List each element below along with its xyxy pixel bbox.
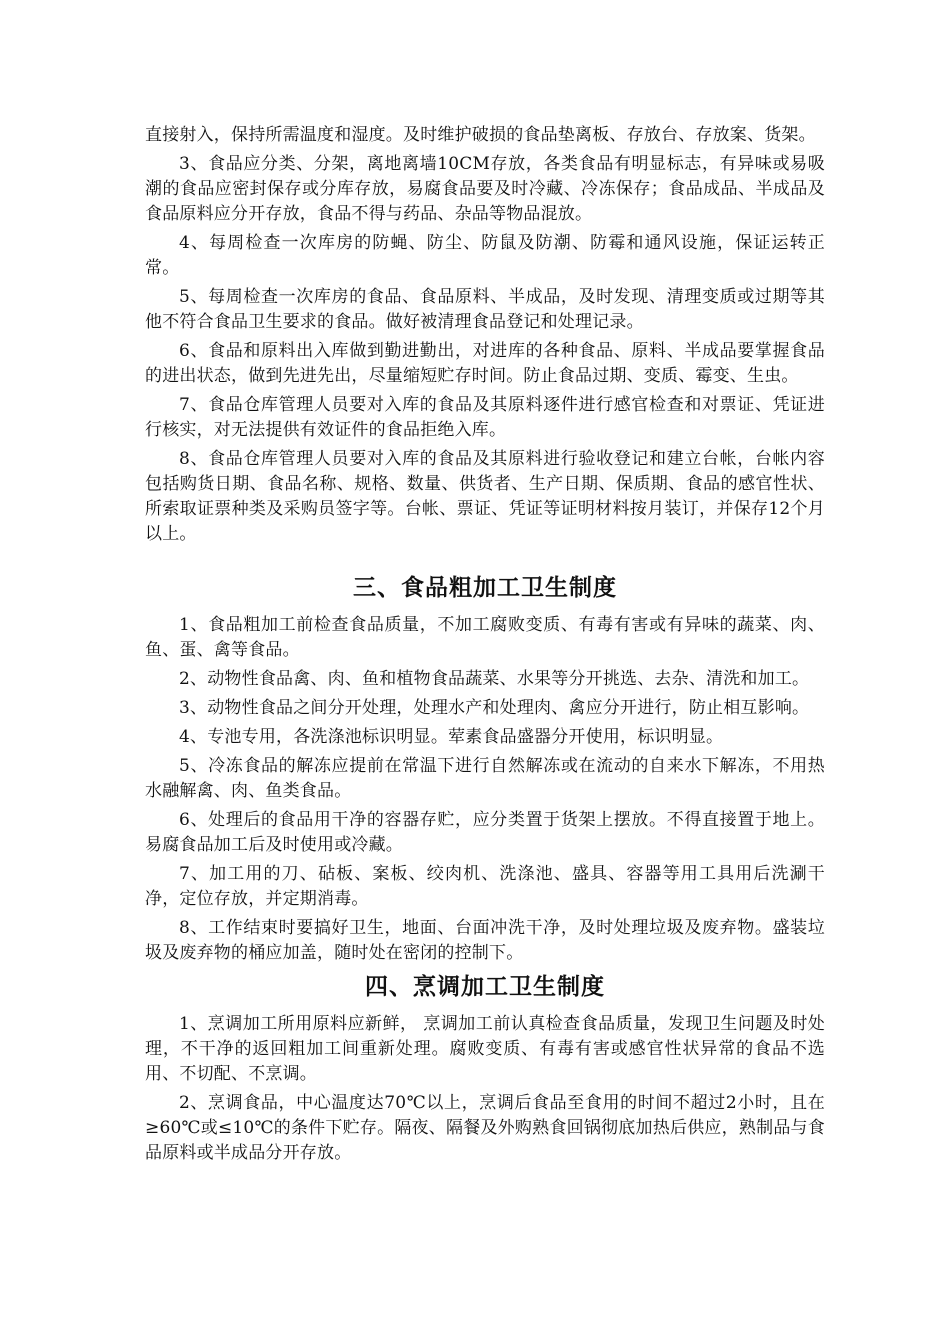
paragraph-storage-4: 4、每周检查一次库房的防蝇、防尘、防鼠及防潮、防霉和通风设施，保证运转正常。 xyxy=(145,233,825,278)
paragraph-rough-7: 7、加工用的刀、砧板、案板、绞肉机、洗涤池、盛具、容器等用工具用后洗涮干净，定位存放，并定期消毒。 xyxy=(145,864,825,909)
paragraph-storage-7: 7、食品仓库管理人员要对入库的食品及其原料逐件进行感官检查和对票证、凭证进行核实，对无法提供有效证件的食品拒绝入库。 xyxy=(145,395,825,440)
section-rough-processing xyxy=(145,613,825,966)
paragraph-rough-5: 5、冷冻食品的解冻应提前在常温下进行自然解冻或在流动的自来水下解冻，不用热水融解禽、肉、鱼类食品。 xyxy=(145,756,825,801)
paragraph-storage-3: 3、食品应分类、分架，离地离墙10CM存放，各类食品有明显标志，有异味或易吸潮的食品应密封保存或分库存放，易腐食品要及时冷藏、冷冻保存；食品成品、半成品及食品原料应分开存放，食品不得与药品、杂品等物品混放。 xyxy=(145,154,825,224)
section-cooking xyxy=(145,1012,825,1166)
paragraph-cooking-1: 1、烹调加工所用原料应新鲜， 烹调加工前认真检查食品质量，发现卫生问题及时处理，不干净的返回粗加工间重新处理。腐败变质、有毒有害或感官性状异常的食品不选用、不切配、不烹调。 xyxy=(145,1014,825,1084)
paragraph-rough-6: 6、处理后的食品用干净的容器存贮，应分类置于货架上摆放。不得直接置于地上。易腐食品加工后及时使用或冷藏。 xyxy=(145,810,825,855)
paragraph-rough-2: 2、动物性食品禽、肉、鱼和植物食品蔬菜、水果等分开挑选、去杂、清洗和加工。 xyxy=(179,669,810,689)
paragraph-cooking-2: 2、烹调食品，中心温度达70℃以上，烹调后食品至食用的时间不超过2小时，且在≥60℃或≤10℃的条件下贮存。隔夜、隔餐及外购熟食回锅彻底加热后供应，熟制品与食品原料或半成品分开存放。 xyxy=(145,1093,825,1163)
paragraph-storage-8: 8、食品仓库管理人员要对入库的食品及其原料进行验收登记和建立台帐，台帐内容包括购货日期、食品名称、规格、数量、供货者、生产日期、保质期、食品的感官性状、所索取证票种类及采购员签字等。台帐、票证、凭证等证明材料按月装订，并保存12个月以上。 xyxy=(145,449,825,544)
section-title-rough-processing: 三、食品粗加工卫生制度 xyxy=(353,575,617,601)
paragraph-rough-1: 1、食品粗加工前检查食品质量，不加工腐败变质、有毒有害或有异味的蔬菜、肉、鱼、蛋、禽等食品。 xyxy=(145,615,825,660)
paragraph-storage-continued: 直接射入，保持所需温度和湿度。及时维护破损的食品垫离板、存放台、存放案、货架。 xyxy=(145,125,816,145)
paragraph-rough-8: 8、工作结束时要搞好卫生，地面、台面冲洗干净，及时处理垃圾及废弃物。盛装垃圾及废弃物的桶应加盖，随时处在密闭的控制下。 xyxy=(145,918,825,963)
section-storage-rules xyxy=(145,123,825,547)
paragraph-rough-3: 3、动物性食品之间分开处理，处理水产和处理肉、禽应分开进行，防止相互影响。 xyxy=(179,698,810,718)
paragraph-storage-6: 6、食品和原料出入库做到勤进勤出，对进库的各种食品、原料、半成品要掌握食品的进出状态，做到先进先出，尽量缩短贮存时间。防止食品过期、变质、霉变、生虫。 xyxy=(145,341,825,386)
section-title-cooking: 四、烹调加工卫生制度 xyxy=(365,974,605,1000)
document-page xyxy=(145,123,825,1170)
paragraph-storage-5: 5、每周检查一次库房的食品、食品原料、半成品，及时发现、清理变质或过期等其他不符合食品卫生要求的食品。做好被清理食品登记和处理记录。 xyxy=(145,287,825,332)
paragraph-rough-4: 4、专池专用，各洗涤池标识明显。荤素食品盛器分开使用，标识明显。 xyxy=(179,727,724,747)
